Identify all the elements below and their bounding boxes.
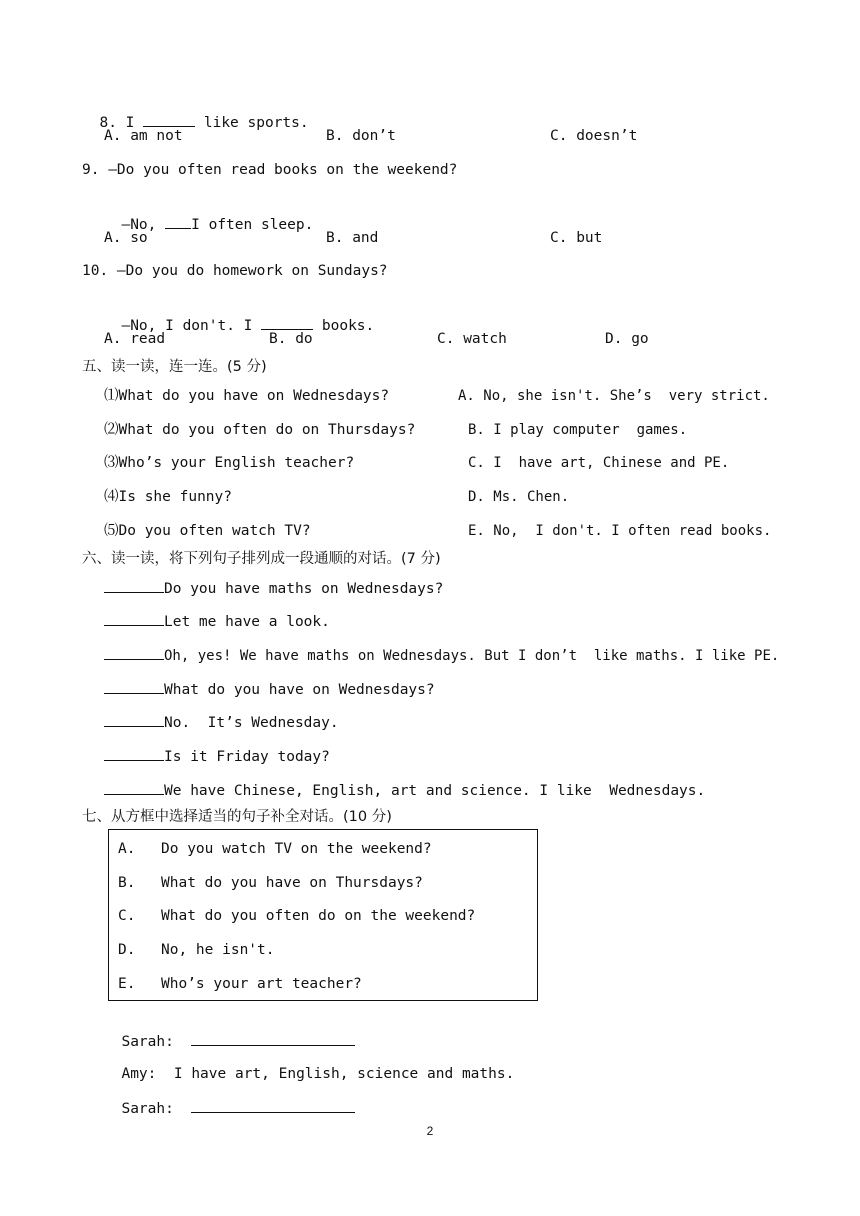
- order-item-5: [104, 712, 339, 733]
- order-blank[interactable]: [104, 578, 164, 593]
- q10-question: 10. —Do you do homework on Sundays?: [82, 263, 388, 279]
- order-text: What do you have on Wednesdays?: [164, 682, 435, 698]
- box-sentence-d: No, he isn't.: [161, 942, 275, 958]
- order-text: No. It’s Wednesday.: [164, 715, 339, 731]
- order-blank[interactable]: [104, 712, 164, 727]
- q9-question: 9. —Do you often read books on the weekend?: [82, 162, 458, 178]
- q10-option-c: C. watch: [437, 331, 507, 347]
- q10-reply-start: —No, I don't. I: [121, 318, 253, 334]
- box-letter-a: A.: [118, 841, 136, 857]
- dialogue-text: I have art, English, science and maths.: [173, 1066, 515, 1082]
- order-item-3: [104, 645, 779, 666]
- answer-blank[interactable]: [165, 214, 191, 229]
- section-5-title: 五、读一读，连一连。(5 分): [82, 359, 267, 375]
- speaker: Sarah:: [121, 1101, 174, 1117]
- box-sentence-c: What do you often do on the weekend?: [161, 908, 476, 924]
- order-text: Do you have maths on Wednesdays?: [164, 581, 444, 597]
- order-item-7: [104, 780, 705, 801]
- dialogue-blank[interactable]: [191, 1098, 355, 1113]
- order-blank[interactable]: [104, 679, 164, 694]
- order-blank[interactable]: [104, 611, 164, 626]
- q9-option-a: A. so: [104, 230, 148, 246]
- answer-blank[interactable]: [143, 112, 195, 127]
- q8-option-c: C. doesn’t: [550, 128, 638, 144]
- order-blank[interactable]: [104, 645, 164, 660]
- q8-stem-end: like sports.: [203, 115, 309, 131]
- section-7-title: 七、从方框中选择适当的句子补全对话。(10 分): [82, 809, 392, 825]
- q9-reply-end: I often sleep.: [191, 217, 314, 233]
- box-sentence-e: Who’s your art teacher?: [161, 976, 362, 992]
- box-letter-e: E.: [118, 976, 136, 992]
- order-item-1: [104, 578, 443, 599]
- match-right-d: D. Ms. Chen.: [468, 489, 570, 505]
- q8-stem: 8. I: [99, 115, 135, 131]
- q9-option-b: B. and: [326, 230, 379, 246]
- order-text: Is it Friday today?: [164, 749, 330, 765]
- match-right-c: C. I have art, Chinese and PE.: [468, 455, 730, 471]
- box-letter-b: B.: [118, 875, 136, 891]
- match-right-e: E. No, I don't. I often read books.: [468, 523, 772, 539]
- order-item-4: [104, 679, 435, 700]
- q10-option-a: A. read: [104, 331, 166, 347]
- match-right-a: A. No, she isn't. She’s very strict.: [458, 388, 770, 404]
- box-sentence-a: Do you watch TV on the weekend?: [161, 841, 432, 857]
- q8-option-b: B. don’t: [326, 128, 396, 144]
- box-sentence-b: What do you have on Thursdays?: [161, 875, 423, 891]
- box-letter-c: C.: [118, 908, 136, 924]
- section-6-title: 六、读一读，将下列句子排列成一段通顺的对话。(7 分): [82, 551, 441, 567]
- q10-option-d: D. go: [605, 331, 649, 347]
- order-blank[interactable]: [104, 780, 164, 795]
- match-left-3: ⑶Who’s your English teacher?: [104, 455, 355, 471]
- q9-reply-start: —No,: [121, 217, 157, 233]
- order-text: Let me have a look.: [164, 614, 330, 630]
- match-left-4: ⑷Is she funny?: [104, 489, 232, 505]
- match-left-2: ⑵What do you often do on Thursdays?: [104, 422, 416, 438]
- q10-reply-end: books.: [321, 318, 375, 334]
- match-left-5: ⑸Do you often watch TV?: [104, 523, 311, 539]
- q8-option-a: A. am not: [104, 128, 183, 144]
- speaker: Sarah:: [121, 1034, 174, 1050]
- speaker: Amy:: [121, 1066, 157, 1082]
- order-item-2: [104, 611, 330, 632]
- order-blank[interactable]: [104, 746, 164, 761]
- match-right-b: B. I play computer games.: [468, 422, 688, 438]
- match-left-1: ⑴What do you have on Wednesdays?: [104, 388, 390, 404]
- order-text: We have Chinese, English, art and science. I like Wednesdays.: [164, 783, 706, 799]
- q10-option-b: B. do: [269, 331, 313, 347]
- box-letter-d: D.: [118, 942, 136, 958]
- order-item-6: [104, 746, 330, 767]
- answer-blank[interactable]: [261, 315, 313, 330]
- dialogue-line-3: [104, 1078, 355, 1119]
- order-text: Oh, yes! We have maths on Wednesdays. But I don’t like maths. I like PE.: [164, 648, 780, 664]
- page-number: 2: [426, 1124, 434, 1138]
- q9-option-c: C. but: [550, 230, 603, 246]
